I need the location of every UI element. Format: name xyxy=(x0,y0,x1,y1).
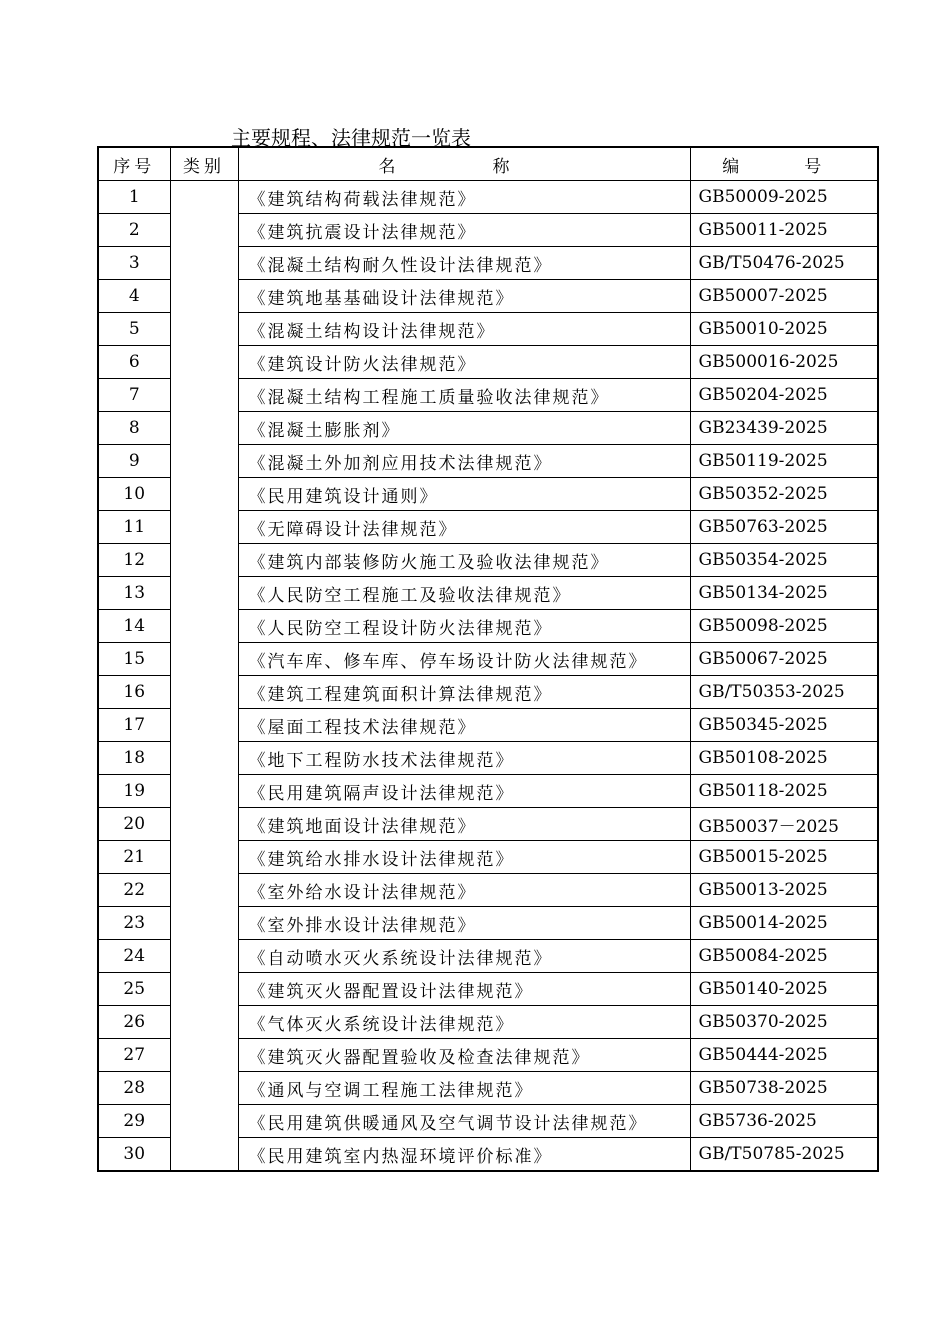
standard-code: GB50108-2025 xyxy=(690,742,878,775)
row-index: 25 xyxy=(98,973,170,1006)
standard-code: GB500016-2025 xyxy=(690,346,878,379)
standard-name: 《民用建筑隔声设计法律规范》 xyxy=(238,775,690,808)
standard-name: 《混凝土膨胀剂》 xyxy=(238,412,690,445)
standard-code: GB50098-2025 xyxy=(690,610,878,643)
standard-name: 《混凝土结构工程施工质量验收法律规范》 xyxy=(238,379,690,412)
row-index: 3 xyxy=(98,247,170,280)
row-index: 22 xyxy=(98,874,170,907)
standard-name: 《无障碍设计法律规范》 xyxy=(238,511,690,544)
standard-code: GB50013-2025 xyxy=(690,874,878,907)
row-index: 14 xyxy=(98,610,170,643)
standard-code: GB50204-2025 xyxy=(690,379,878,412)
standard-name: 《建筑工程建筑面积计算法律规范》 xyxy=(238,676,690,709)
standard-code: GB50140-2025 xyxy=(690,973,878,1006)
row-index: 4 xyxy=(98,280,170,313)
standard-name: 《建筑地基基础设计法律规范》 xyxy=(238,280,690,313)
header-index: 序号 xyxy=(98,147,170,181)
standard-name: 《民用建筑室内热湿环境评价标准》 xyxy=(238,1138,690,1172)
standard-name: 《混凝土结构设计法律规范》 xyxy=(238,313,690,346)
row-index: 26 xyxy=(98,1006,170,1039)
standard-code: GB50134-2025 xyxy=(690,577,878,610)
standard-name: 《民用建筑供暖通风及空气调节设计法律规范》 xyxy=(238,1105,690,1138)
row-index: 5 xyxy=(98,313,170,346)
row-index: 28 xyxy=(98,1072,170,1105)
row-index: 29 xyxy=(98,1105,170,1138)
standard-code: GB50119-2025 xyxy=(690,445,878,478)
row-index: 19 xyxy=(98,775,170,808)
standard-code: GB50037－2025 xyxy=(690,808,878,841)
standard-code: GB50763-2025 xyxy=(690,511,878,544)
row-index: 11 xyxy=(98,511,170,544)
standard-name: 《建筑结构荷载法律规范》 xyxy=(238,181,690,214)
standard-code: GB50345-2025 xyxy=(690,709,878,742)
standard-code: GB50370-2025 xyxy=(690,1006,878,1039)
standard-code: GB50354-2025 xyxy=(690,544,878,577)
standard-code: GB50118-2025 xyxy=(690,775,878,808)
standard-name: 《人民防空工程设计防火法律规范》 xyxy=(238,610,690,643)
standard-name: 《建筑抗震设计法律规范》 xyxy=(238,214,690,247)
row-index: 27 xyxy=(98,1039,170,1072)
category-cell xyxy=(170,181,238,1172)
header-code: 编 号 xyxy=(690,147,878,181)
standard-code: GB50009-2025 xyxy=(690,181,878,214)
standard-code: GB50010-2025 xyxy=(690,313,878,346)
standard-code: GB23439-2025 xyxy=(690,412,878,445)
row-index: 16 xyxy=(98,676,170,709)
standard-code: GB50738-2025 xyxy=(690,1072,878,1105)
row-index: 30 xyxy=(98,1138,170,1172)
standard-name: 《建筑灭火器配置设计法律规范》 xyxy=(238,973,690,1006)
standard-name: 《自动喷水灭火系统设计法律规范》 xyxy=(238,940,690,973)
table-header-row xyxy=(98,147,878,181)
standard-name: 《建筑内部装修防火施工及验收法律规范》 xyxy=(238,544,690,577)
standard-code: GB50007-2025 xyxy=(690,280,878,313)
row-index: 8 xyxy=(98,412,170,445)
standard-name: 《建筑地面设计法律规范》 xyxy=(238,808,690,841)
row-index: 2 xyxy=(98,214,170,247)
standard-code: GB50352-2025 xyxy=(690,478,878,511)
standard-name: 《地下工程防水技术法律规范》 xyxy=(238,742,690,775)
standard-name: 《汽车库、修车库、停车场设计防火法律规范》 xyxy=(238,643,690,676)
row-index: 1 xyxy=(98,181,170,214)
standard-code: GB/T50476-2025 xyxy=(690,247,878,280)
standard-name: 《民用建筑设计通则》 xyxy=(238,478,690,511)
standard-code: GB50444-2025 xyxy=(690,1039,878,1072)
standard-name: 《建筑设计防火法律规范》 xyxy=(238,346,690,379)
header-category: 类别 xyxy=(170,147,238,181)
standard-code: GB/T50353-2025 xyxy=(690,676,878,709)
standard-name: 《室外排水设计法律规范》 xyxy=(238,907,690,940)
row-index: 15 xyxy=(98,643,170,676)
standard-code: GB50015-2025 xyxy=(690,841,878,874)
standards-table xyxy=(97,146,879,1172)
row-index: 13 xyxy=(98,577,170,610)
standard-name: 《室外给水设计法律规范》 xyxy=(238,874,690,907)
standard-name: 《建筑灭火器配置验收及检查法律规范》 xyxy=(238,1039,690,1072)
standard-name: 《建筑给水排水设计法律规范》 xyxy=(238,841,690,874)
row-index: 18 xyxy=(98,742,170,775)
standard-name: 《通风与空调工程施工法律规范》 xyxy=(238,1072,690,1105)
row-index: 6 xyxy=(98,346,170,379)
row-index: 24 xyxy=(98,940,170,973)
row-index: 21 xyxy=(98,841,170,874)
standard-name: 《混凝土外加剂应用技术法律规范》 xyxy=(238,445,690,478)
standard-code: GB50067-2025 xyxy=(690,643,878,676)
row-index: 12 xyxy=(98,544,170,577)
document-title: 主要规程、法律规范一览表 xyxy=(231,126,471,150)
standard-code: GB5736-2025 xyxy=(690,1105,878,1138)
standard-name: 《混凝土结构耐久性设计法律规范》 xyxy=(238,247,690,280)
row-index: 7 xyxy=(98,379,170,412)
standard-code: GB/T50785-2025 xyxy=(690,1138,878,1172)
standard-code: GB50084-2025 xyxy=(690,940,878,973)
standard-name: 《人民防空工程施工及验收法律规范》 xyxy=(238,577,690,610)
header-name: 名 称 xyxy=(238,147,690,181)
row-index: 9 xyxy=(98,445,170,478)
row-index: 20 xyxy=(98,808,170,841)
row-index: 17 xyxy=(98,709,170,742)
standard-name: 《屋面工程技术法律规范》 xyxy=(238,709,690,742)
table-row xyxy=(98,181,878,214)
row-index: 10 xyxy=(98,478,170,511)
row-index: 23 xyxy=(98,907,170,940)
standard-code: GB50014-2025 xyxy=(690,907,878,940)
standard-name: 《气体灭火系统设计法律规范》 xyxy=(238,1006,690,1039)
standard-code: GB50011-2025 xyxy=(690,214,878,247)
